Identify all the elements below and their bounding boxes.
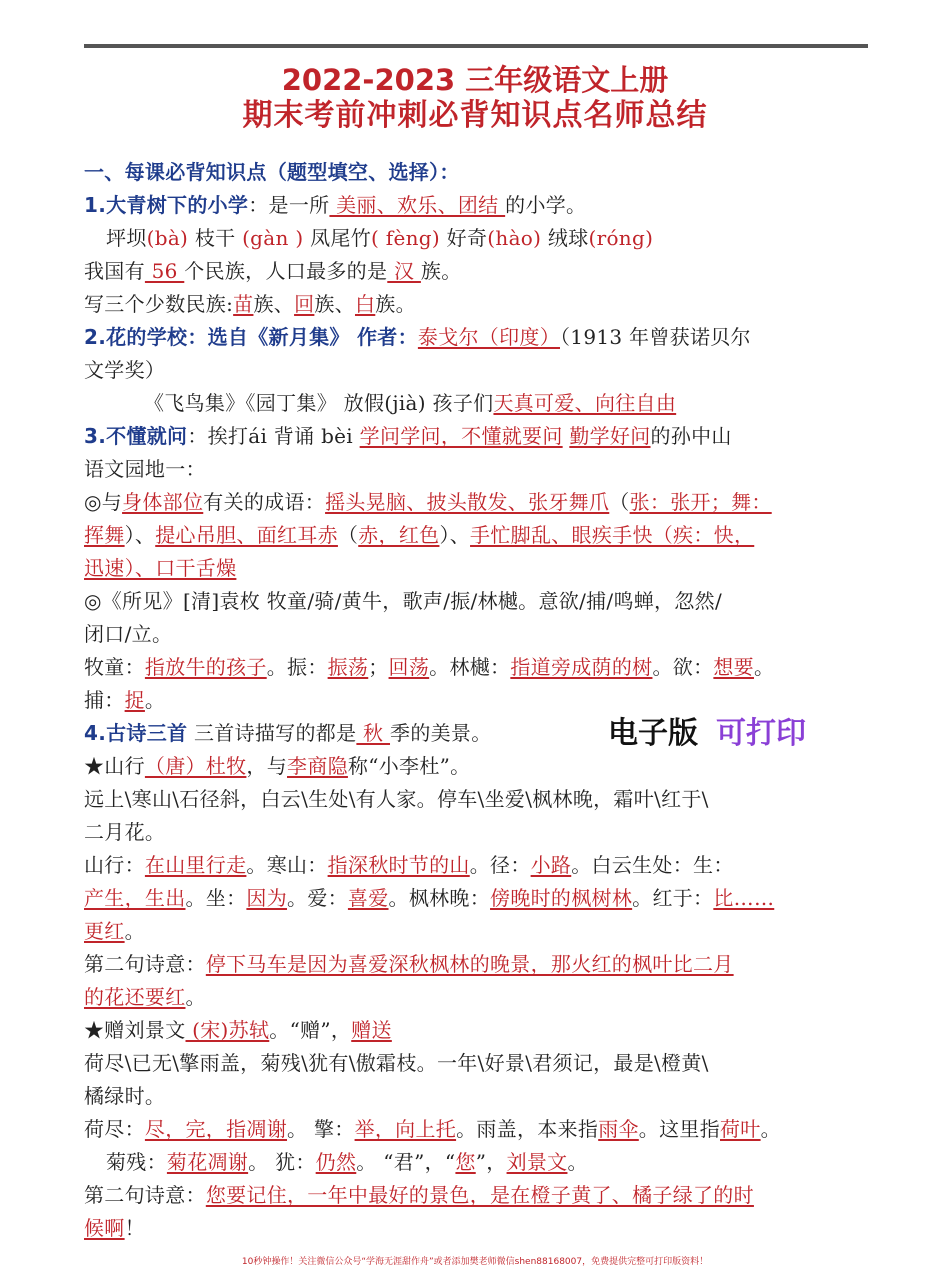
answer-text: 候啊 [84, 1216, 125, 1240]
answer-text: 提心吊胆、面红耳赤 [155, 523, 338, 547]
text-line [84, 816, 874, 849]
line-text: 语文园地一： [84, 457, 206, 481]
answer-text: 勤学好问 [569, 424, 651, 448]
line-text: 。“赠”， [269, 1018, 352, 1042]
line-text: 的孙中山 [650, 424, 732, 448]
line-text: 三首诗描写的都是 [187, 721, 357, 745]
pinyin-text: ( fèng) [371, 226, 441, 250]
line-text: 山行： [84, 853, 145, 877]
line-text: 。白云生处：生： [571, 853, 734, 877]
line-text: 绒球 [541, 226, 589, 250]
footer-note: 10秒钟操作！关注微信公众号“学海无涯甜作舟”或者添加樊老师微信shen88168007，免费提供完整可打印版资料！ [241, 1257, 709, 1267]
answer-text: 回荡 [388, 655, 430, 679]
answer-text: 您 [455, 1150, 476, 1174]
answer-text: 苗 [233, 292, 254, 316]
answer-text: 想要 [713, 655, 754, 679]
line-text: ★赠刘景文 [84, 1018, 186, 1042]
text-line [84, 288, 874, 321]
line-text: 第二句诗意： [84, 952, 206, 976]
pinyin-text: (róng) [588, 226, 654, 250]
document-body [84, 156, 874, 1245]
text-line [84, 651, 874, 684]
text-line [84, 915, 874, 948]
line-text: ◎与 [84, 490, 123, 514]
answer-text: 尽，完，指凋谢 [144, 1117, 288, 1141]
answer-text: 仍然 [315, 1150, 357, 1174]
section-heading: 1.大青树下的小学 [84, 193, 249, 217]
answer-text: 荷叶 [720, 1117, 761, 1141]
answer-text: 挥舞 [84, 523, 125, 547]
text-line [84, 552, 874, 585]
line-text: 。这里指 [638, 1117, 720, 1141]
line-text: ：挨打ái 背诵 bèi [187, 424, 360, 448]
answer-text: 在山里行走 [144, 853, 247, 877]
line-text: 荷尽\已无\擎雨盖，菊残\犹有\傲霜枝。一年\好景\君须记，最是\橙黄\ [84, 1051, 709, 1075]
answer-text: 产生，生出 [84, 886, 186, 910]
text-line [84, 585, 874, 618]
text-line [84, 486, 874, 519]
line-text: 季的美景。 [390, 721, 492, 745]
text-line [84, 354, 874, 387]
text-line [84, 189, 874, 222]
line-text: ）、 [124, 523, 156, 547]
text-line [84, 1146, 874, 1179]
answer-text: 美丽、欢乐、团结 [329, 193, 506, 217]
line-text: （1913 年曾获诺贝尔 [560, 325, 751, 349]
text-line [84, 1014, 874, 1047]
answer-text: 白 [354, 292, 376, 316]
line-text: 捕： [84, 688, 125, 712]
line-text: ：是一所 [248, 193, 330, 217]
answer-text: 因为 [246, 886, 288, 910]
text-line [84, 750, 874, 783]
line-text: 族。 [375, 292, 416, 316]
section-heading: 4.古诗三首 [84, 721, 188, 745]
line-text: 族。 [420, 259, 462, 283]
line-text: （ [609, 490, 630, 514]
line-text: 好奇 [440, 226, 488, 250]
answer-text: 停下马车是因为喜爱深秋枫林的晚景，那火红的枫叶比二月 [205, 952, 734, 976]
answer-text: 您要记住，一年中最好的景色，是在橙子黄了、橘子绿了的时 [205, 1183, 754, 1207]
answer-text: 振荡 [327, 655, 369, 679]
text-line [84, 1212, 874, 1245]
line-text: 。 [185, 985, 206, 1009]
line-text: 。 [124, 919, 145, 943]
line-text: 。 犹： [248, 1150, 316, 1174]
answer-text: 赤，红色 [358, 523, 440, 547]
answer-text: 摇头晃脑、披头散发、张牙舞爪 [325, 490, 610, 514]
line-text: （ [337, 523, 359, 547]
answer-text: 张：张开；舞： [629, 490, 772, 514]
answer-text: 秋 [356, 721, 391, 745]
line-text: 。 擎： [287, 1117, 355, 1141]
line-text: 。红于： [632, 886, 714, 910]
line-text: ）、 [439, 523, 471, 547]
answer-text: 菊花凋谢 [166, 1150, 249, 1174]
text-line [84, 321, 874, 354]
line-text: 。坐： [185, 886, 247, 910]
text-line [84, 981, 874, 1014]
section-heading: 3.不懂就问 [84, 424, 188, 448]
line-text: ★山行 [84, 754, 145, 778]
answer-text: 回 [294, 292, 315, 316]
answer-text: （唐）杜牧 [144, 754, 247, 778]
answer-text: 迅速）、口干舌燥 [84, 556, 237, 580]
answer-text: 的花还要红 [84, 985, 186, 1009]
top-rule [84, 44, 868, 48]
text-line [84, 783, 874, 816]
text-line [84, 1047, 874, 1080]
line-text: 有关的成语： [203, 490, 326, 514]
line-text: ，与 [246, 754, 288, 778]
line-text: 远上\寒山\石径斜，白云\生处\有人家。停车\坐爱\枫林晚，霜叶\红于\ [84, 787, 709, 811]
answer-text: 赠送 [351, 1018, 392, 1042]
answer-text: 刘景文 [506, 1150, 568, 1174]
line-text: 。林樾： [429, 655, 511, 679]
pinyin-text: (hào) [487, 226, 542, 250]
line-text: 。 [760, 1117, 781, 1141]
line-text: ！ [124, 1216, 145, 1240]
badge-electronic: 电子版 [608, 716, 698, 751]
line-text: 族、 [314, 292, 355, 316]
line-text: ； [368, 655, 389, 679]
line-text: 文学奖） [84, 358, 166, 382]
text-line [84, 849, 874, 882]
title-line-1: 2022-2023 三年级语文上册 [281, 63, 669, 97]
answer-text: 天真可爱、向往自由 [493, 391, 677, 415]
line-text: 闭口/立。 [84, 622, 173, 646]
answer-text: 李商隐 [287, 754, 348, 778]
answer-text: 喜爱 [347, 886, 389, 910]
line-text: 写三个少数民族: [84, 292, 234, 316]
line-text: 坪坝 [106, 226, 147, 250]
line-text: 。 [753, 655, 775, 679]
line-text: 凤尾竹 [303, 226, 372, 250]
text-line [84, 222, 874, 255]
line-text: 个民族，人口最多的是 [184, 259, 388, 283]
text-line [84, 255, 874, 288]
text-line [84, 618, 874, 651]
answer-text: 小路 [530, 853, 572, 877]
line-text: 荷尽： [84, 1117, 145, 1141]
answer-text: 举，向上托 [354, 1117, 457, 1141]
print-badge [608, 708, 806, 752]
line-text: 。雨盖，本来指 [456, 1117, 599, 1141]
line-text: ”， [475, 1150, 507, 1174]
line-text: 。 [567, 1150, 588, 1174]
line-text: 。 “君”，“ [356, 1150, 456, 1174]
answer-text: (宋)苏轼 [185, 1018, 270, 1042]
line-text: 。 [144, 688, 166, 712]
line-text: 称“小李杜”。 [347, 754, 471, 778]
text-line [84, 453, 874, 486]
answer-text: 比…… [713, 886, 775, 910]
line-text: 菊残： [106, 1150, 167, 1174]
line-text: 《飞鸟集》《园丁集》 放假(jià) 孩子们 [144, 391, 494, 415]
pinyin-text: (gàn ) [242, 226, 304, 250]
text-line [84, 882, 874, 915]
pinyin-text: (bà) [146, 226, 189, 250]
line-text: 枝干 [188, 226, 243, 250]
answer-text: 指放牛的孩子 [144, 655, 267, 679]
answer-text: 指道旁成荫的树 [510, 655, 653, 679]
line-text: 二月花。 [84, 820, 166, 844]
line-text: ◎《所见》[清]袁枚 牧童/骑/黄牛，歌声/振/林樾。意欲/捕/鸣蝉，忽然/ [84, 589, 722, 613]
line-text: 族、 [253, 292, 295, 316]
answer-text: 指深秋时节的山 [327, 853, 470, 877]
section-heading: 一、每课必背知识点（题型填空、选择）： [84, 160, 460, 184]
answer-text: 泰戈尔（印度） [417, 325, 560, 349]
section-heading: 2.花的学校：选自《新月集》 作者： [84, 325, 418, 349]
line-text: 。径： [469, 853, 531, 877]
answer-text: 更红 [84, 919, 125, 943]
answer-text: 汉 [387, 259, 421, 283]
text-line [84, 519, 874, 552]
answer-text: 傍晚时的枫树林 [490, 886, 633, 910]
line-text: 。寒山： [246, 853, 328, 877]
text-line [84, 948, 874, 981]
line-text: 。振： [266, 655, 328, 679]
line-text: 。枫林晚： [388, 886, 491, 910]
line-text: 我国有 [84, 259, 145, 283]
text-line [84, 420, 874, 453]
line-text: 。欲： [652, 655, 714, 679]
text-line [84, 156, 874, 189]
line-text: 第二句诗意： [84, 1183, 206, 1207]
answer-text: 56 [144, 259, 185, 283]
text-line [84, 1179, 874, 1212]
answer-text: 学问学问，不懂就要问 [359, 424, 563, 448]
line-text: 的小学。 [505, 193, 587, 217]
text-line [84, 1080, 874, 1113]
answer-text: 捉 [124, 688, 145, 712]
line-text: 。爱： [287, 886, 348, 910]
line-text: 橘绿时。 [84, 1084, 166, 1108]
answer-text: 身体部位 [122, 490, 204, 514]
text-line [84, 387, 874, 420]
answer-text: 雨伞 [598, 1117, 639, 1141]
text-line [84, 1113, 874, 1146]
title-line-2: 期末考前冲刺必背知识点名师总结 [242, 98, 708, 133]
line-text: 牧童： [84, 655, 145, 679]
answer-text: 手忙脚乱、眼疾手快（疾：快， [470, 523, 755, 547]
badge-printable: 可打印 [716, 716, 806, 751]
